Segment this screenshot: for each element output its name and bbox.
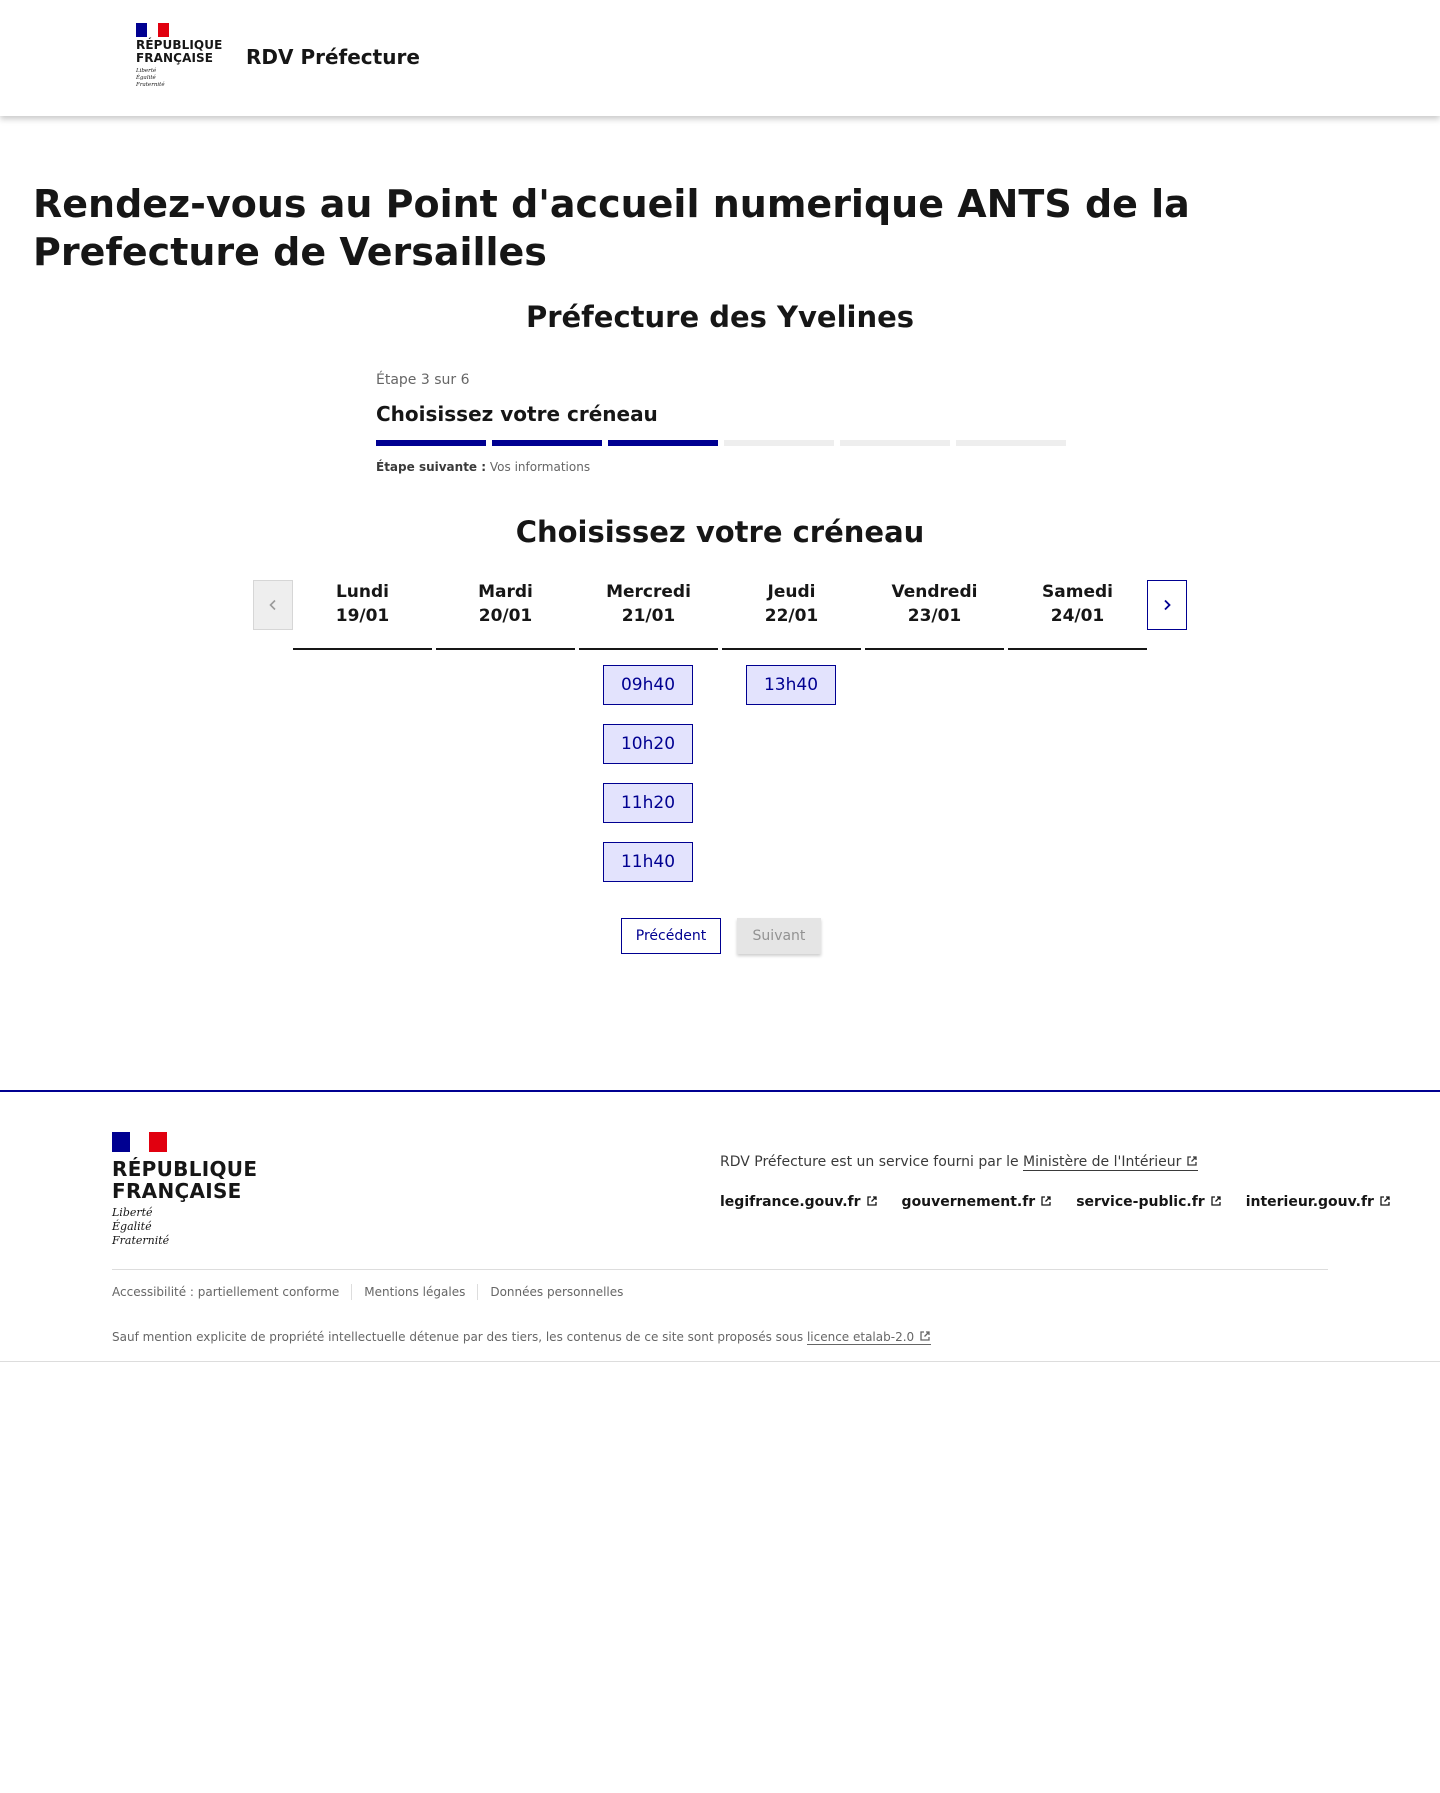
day-name: Vendredi — [891, 582, 978, 602]
external-link-icon — [1186, 1155, 1198, 1167]
previous-button[interactable]: Précédent — [621, 918, 721, 954]
ministere-link[interactable] — [1023, 1154, 1198, 1171]
stepper-segment — [608, 440, 718, 446]
external-link-icon — [919, 1330, 931, 1342]
day-column-header — [579, 580, 718, 650]
day-name: Jeudi — [767, 582, 816, 602]
external-link-icon — [1040, 1195, 1052, 1207]
stepper-progress — [376, 440, 1066, 446]
chevron-right-icon — [1161, 599, 1173, 611]
time-slot-button[interactable]: 11h20 — [603, 783, 693, 823]
time-slot-button[interactable]: 09h40 — [603, 665, 693, 705]
day-name: Mercredi — [606, 582, 691, 602]
time-slot-button[interactable]: 11h40 — [603, 842, 693, 882]
slots-title: Choisissez votre créneau — [515, 515, 925, 549]
day-date: 21/01 — [621, 606, 676, 626]
day-date: 23/01 — [907, 606, 962, 626]
day-column-header — [865, 580, 1004, 650]
page-subtitle: Préfecture des Yvelines — [525, 300, 915, 334]
time-slot-button[interactable]: 10h20 — [603, 724, 693, 764]
footer-link-label: service-public.fr — [1076, 1194, 1205, 1210]
next-button[interactable]: Suivant — [737, 918, 821, 954]
footer-motto-fraternite: Fraternité — [112, 1234, 170, 1247]
footer-motto-liberte: Liberté — [112, 1206, 153, 1219]
footer-bottom-link[interactable]: Mentions légales — [364, 1285, 466, 1299]
marianne-flag-icon — [136, 23, 169, 37]
footer-external-link[interactable] — [1246, 1194, 1391, 1210]
stepper — [376, 372, 1066, 474]
footer-motto-egalite: Égalité — [112, 1220, 152, 1233]
ministere-link-label: Ministère de l'Intérieur — [1023, 1154, 1182, 1170]
logo-line-1: RÉPUBLIQUE — [136, 38, 223, 52]
license-link-label: licence etalab-2.0 — [806, 1330, 915, 1344]
day-column-header — [436, 580, 575, 650]
stepper-segment — [376, 440, 486, 446]
logo-motto — [136, 68, 220, 89]
footer-external-link[interactable] — [902, 1194, 1053, 1210]
footer-links — [720, 1194, 1391, 1210]
footer-license — [112, 1330, 931, 1344]
motto-fraternite: Fraternité — [136, 82, 165, 88]
chevron-left-icon — [267, 599, 279, 611]
motto-liberte: Liberté — [136, 68, 157, 74]
day-date: 24/01 — [1050, 606, 1105, 626]
logo-line-2: FRANÇAISE — [136, 51, 214, 65]
license-link[interactable] — [807, 1330, 931, 1345]
day-column-header — [1008, 580, 1147, 650]
republique-francaise-logo[interactable] — [136, 23, 223, 95]
stepper-segment — [956, 440, 1066, 446]
page-title: Rendez-vous au Point d'accueil numerique ANTS de la Prefecture de Versailles — [33, 182, 1190, 274]
footer-bottom-link[interactable]: Données personnelles — [490, 1285, 624, 1299]
external-link-icon — [866, 1195, 878, 1207]
day-column-header — [722, 580, 861, 650]
footer-logo-motto — [112, 1206, 252, 1248]
footer-logo-text — [112, 1157, 258, 1203]
stepper-next-step — [376, 460, 1066, 474]
footer-link-label: legifrance.gouv.fr — [720, 1194, 861, 1210]
footer-external-link[interactable] — [720, 1194, 878, 1210]
footer-logo-line-1: RÉPUBLIQUE — [112, 1157, 258, 1181]
footer-description — [720, 1154, 1198, 1170]
footer-separator — [477, 1284, 478, 1300]
day-date: 22/01 — [764, 606, 819, 626]
day-name: Samedi — [1042, 582, 1113, 602]
service-name[interactable]: RDV Préfecture — [246, 45, 420, 69]
stepper-title: Choisissez votre créneau — [376, 402, 658, 426]
stepper-segment — [724, 440, 834, 446]
previous-week-button[interactable] — [253, 580, 293, 630]
next-week-button[interactable] — [1147, 580, 1187, 630]
footer-desc-text: RDV Préfecture est un service fourni par le — [720, 1154, 1019, 1170]
stepper-next-value: Vos informations — [489, 460, 591, 474]
footer-bottom-links — [112, 1284, 623, 1300]
day-name: Mardi — [478, 582, 533, 602]
footer-separator — [351, 1284, 352, 1300]
site-header — [0, 0, 1440, 116]
footer-external-link[interactable] — [1076, 1194, 1221, 1210]
motto-egalite: Égalité — [136, 75, 156, 81]
external-link-icon — [1210, 1195, 1222, 1207]
marianne-flag-icon — [112, 1132, 167, 1152]
stepper-segment — [492, 440, 602, 446]
footer-divider — [112, 1269, 1328, 1270]
footer-link-label: gouvernement.fr — [901, 1194, 1036, 1210]
stepper-next-label: Étape suivante : — [376, 460, 487, 474]
day-date: 20/01 — [478, 606, 533, 626]
time-slot-button[interactable]: 13h40 — [746, 665, 836, 705]
external-link-icon — [1379, 1195, 1391, 1207]
day-column-header — [293, 580, 432, 650]
day-date: 19/01 — [335, 606, 390, 626]
day-name: Lundi — [335, 582, 390, 602]
stepper-state: Étape 3 sur 6 — [376, 372, 470, 388]
footer-bottom-link[interactable]: Accessibilité : partiellement conforme — [112, 1285, 340, 1299]
license-text: Sauf mention explicite de propriété intellectuelle détenue par des tiers, les contenus de ce site sont proposés sous — [112, 1330, 804, 1344]
footer-link-label: interieur.gouv.fr — [1245, 1194, 1374, 1210]
site-footer — [0, 1090, 1440, 1362]
logo-text — [136, 38, 223, 65]
stepper-segment — [840, 440, 950, 446]
footer-logo-line-2: FRANÇAISE — [112, 1179, 242, 1203]
footer-logo[interactable] — [112, 1132, 258, 1248]
